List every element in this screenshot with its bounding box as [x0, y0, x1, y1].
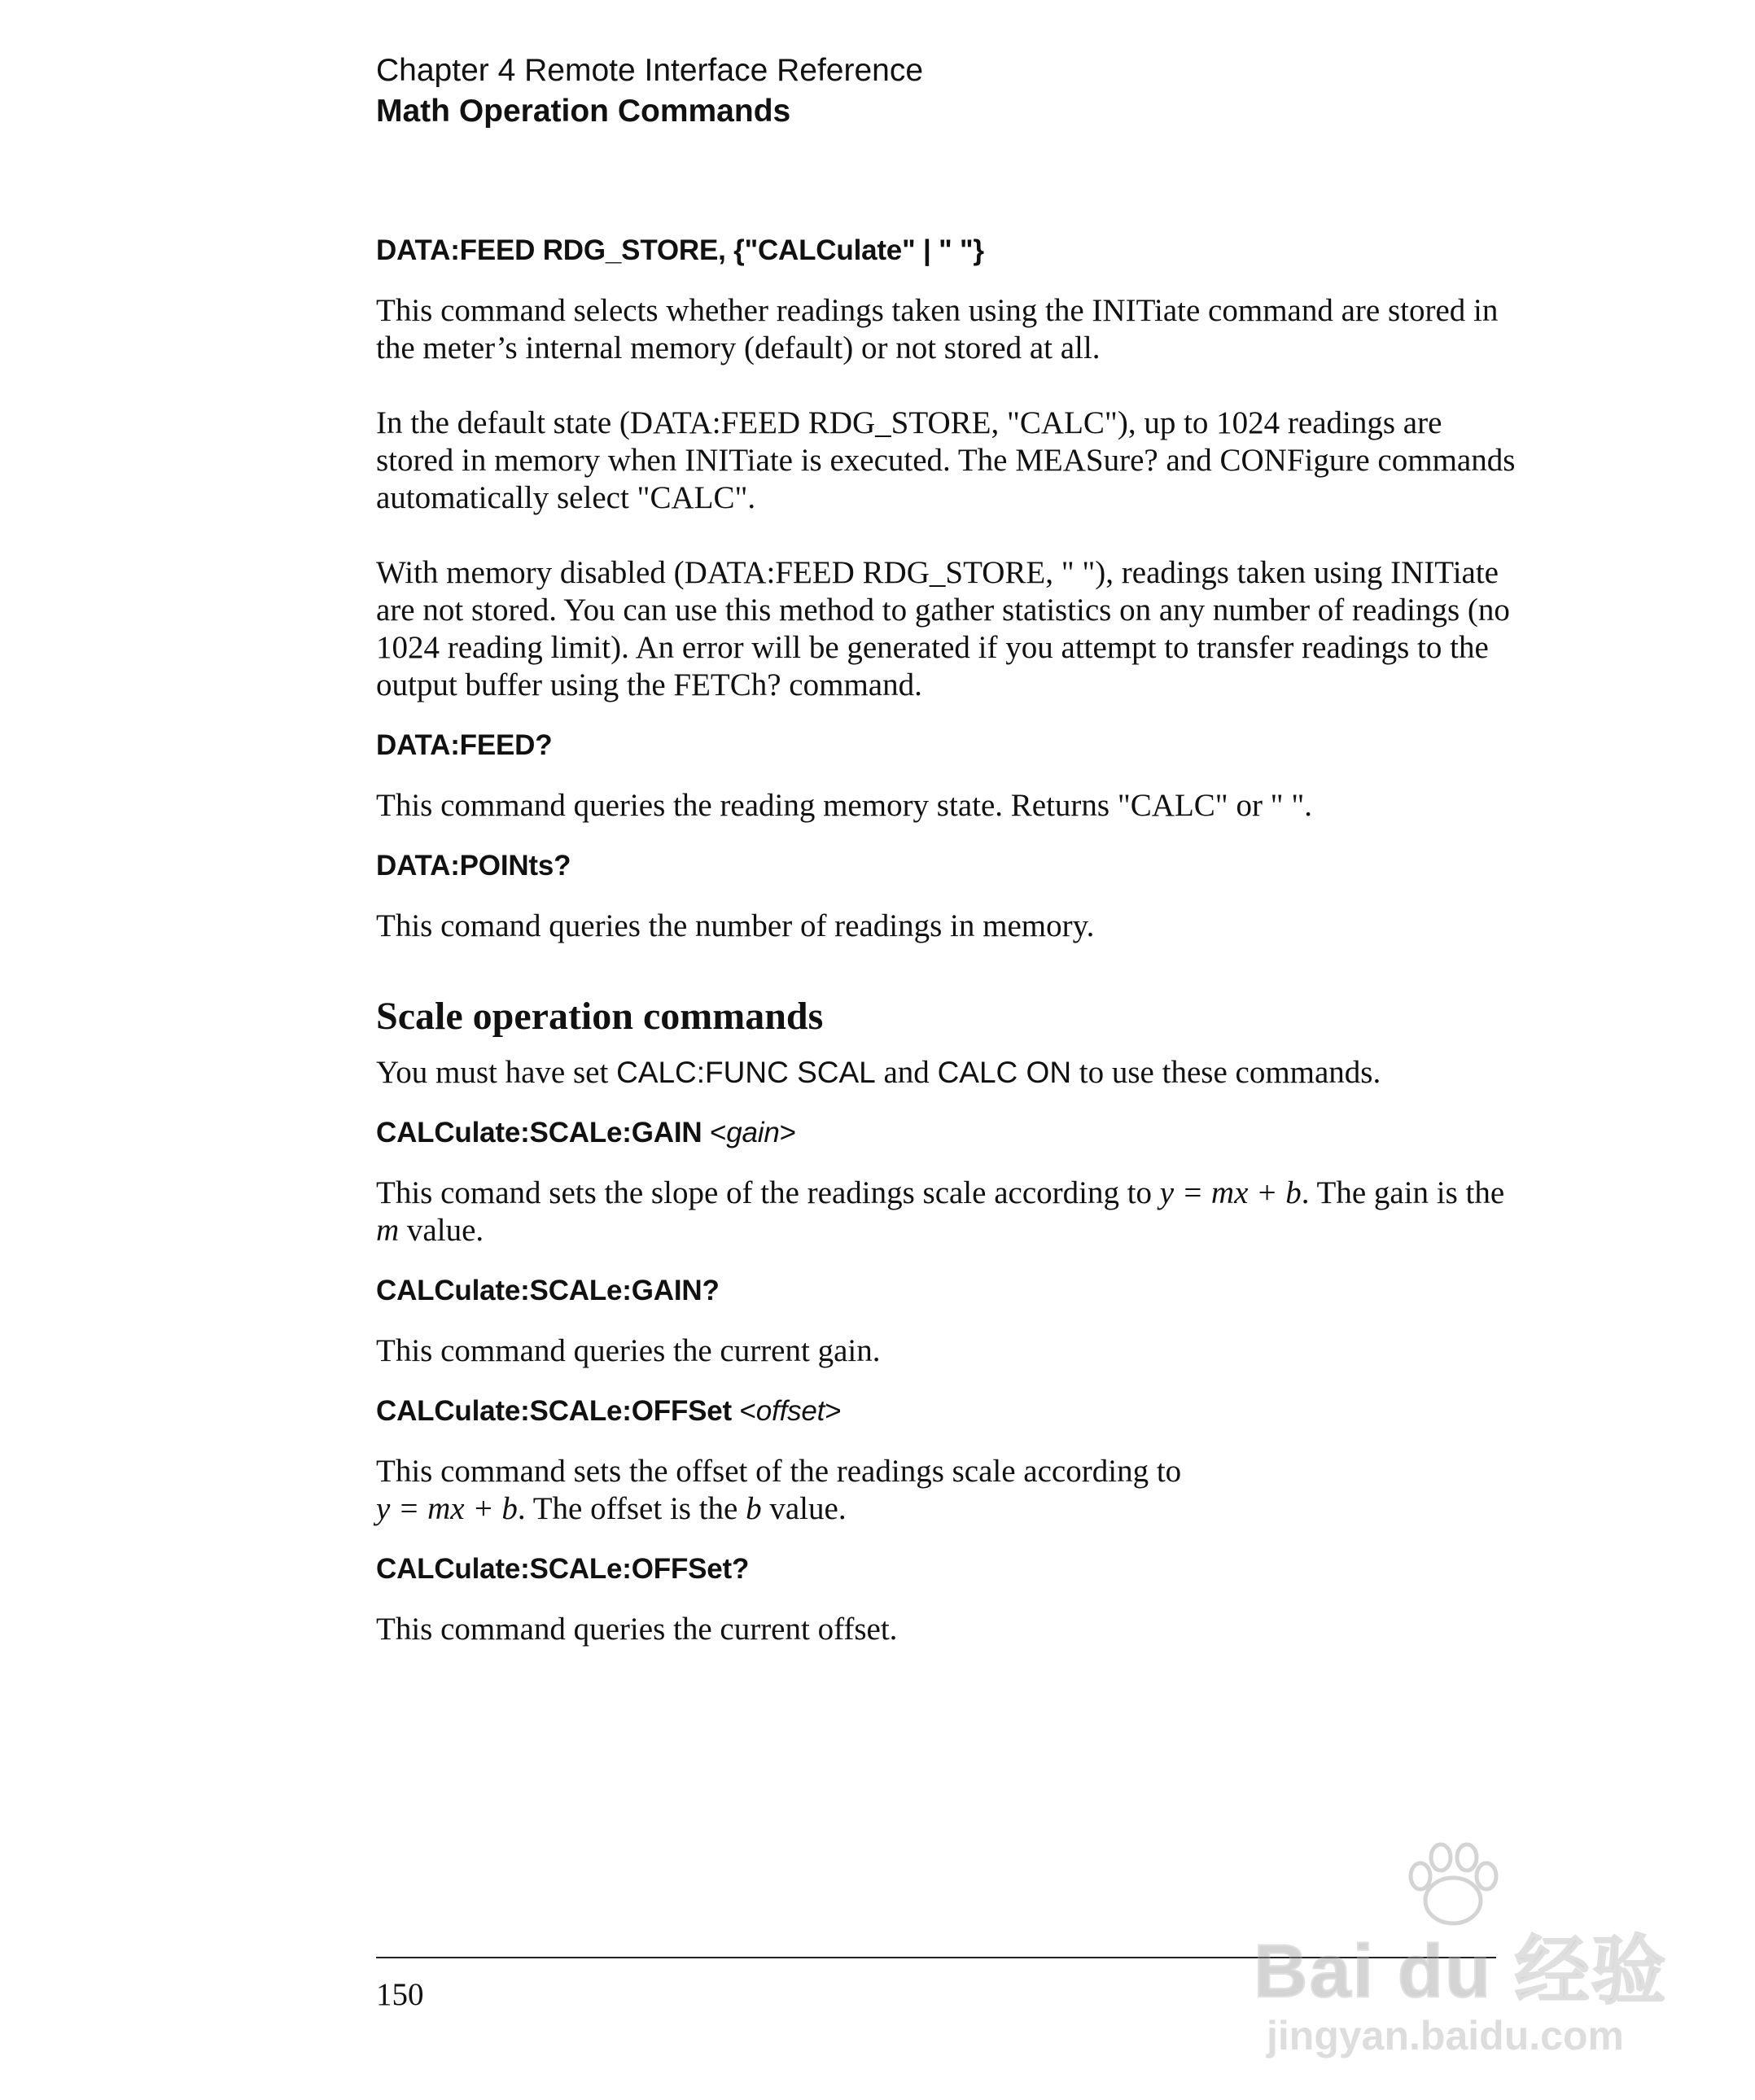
paragraph-data-feed-3: With memory disabled (DATA:FEED RDG_STORE, " "), readings taken using INITiate are not stored. You can use this method to gather statistics on any number of readings (no 1024 reading limit). An error will be generated if you attempt to transfer readings to the output buffer using the FETCh? command. [376, 555, 1510, 702]
paragraph-scale-intro: You must have set CALC:FUNC SCAL and CALC ON to use these commands. [376, 1055, 1381, 1090]
formula: y = mx + b [376, 1491, 518, 1526]
command-data-feed-query: DATA:FEED? [376, 729, 553, 761]
paragraph-data-points: This comand queries the number of readings in memory. [376, 908, 1095, 943]
section-title: Math Operation Commands [376, 94, 791, 129]
chapter-title: Chapter 4 Remote Interface Reference [376, 53, 924, 88]
page-content [376, 232, 1516, 1648]
command-scale-gain-query: CALCulate:SCALe:GAIN? [376, 1275, 720, 1306]
paragraph-data-feed-1: This command selects whether readings taken using the INITiate command are stored in the meter’s internal memory (default) or not stored at all. [376, 293, 1499, 365]
command-scale-offset: CALCulate:SCALe:OFFSet <offset> [376, 1395, 842, 1427]
paragraph-scale-gain: This comand sets the slope of the readings scale according to y = mx + b. The gain is the m value. [376, 1175, 1505, 1248]
baidu-watermark [1254, 1840, 1693, 2076]
command-data-feed: DATA:FEED RDG_STORE, {"CALCulate" | " "} [376, 234, 984, 266]
paragraph-data-feed-query: This command queries the reading memory state. Returns "CALC" or " ". [376, 788, 1313, 823]
paragraph-scale-offset: This command sets the offset of the readings scale according to y = mx + b. The offset is the b value. [376, 1454, 1182, 1526]
paragraph-data-feed-2: In the default state (DATA:FEED RDG_STORE, "CALC"), up to 1024 readings are stored in memory when INITiate is executed. The MEASure? and CONFigure commands automatically select "CALC". [376, 405, 1516, 515]
command-scale-offset-query: CALCulate:SCALe:OFFSet? [376, 1553, 750, 1585]
heading-scale-operation: Scale operation commands [376, 995, 824, 1038]
argument-offset: offset [755, 1395, 825, 1427]
argument-gain: gain [726, 1117, 780, 1148]
code-calc-on: CALC ON [937, 1056, 1072, 1089]
paragraph-scale-offset-query: This command queries the current offset. [376, 1612, 898, 1647]
watermark-logo-text: Bai du 经验 [1254, 1930, 1668, 2013]
command-scale-gain: CALCulate:SCALe:GAIN <gain> [376, 1117, 796, 1148]
code-calc-func-scal: CALC:FUNC SCAL [616, 1056, 876, 1089]
command-data-points: DATA:POINts? [376, 850, 571, 882]
formula: y = mx + b [1159, 1175, 1302, 1210]
page-number: 150 [376, 1977, 424, 2012]
paragraph-scale-gain-query: This command queries the current gain. [376, 1333, 881, 1368]
watermark-url: jingyan.baidu.com [1267, 2013, 1624, 2058]
running-header [376, 50, 923, 132]
